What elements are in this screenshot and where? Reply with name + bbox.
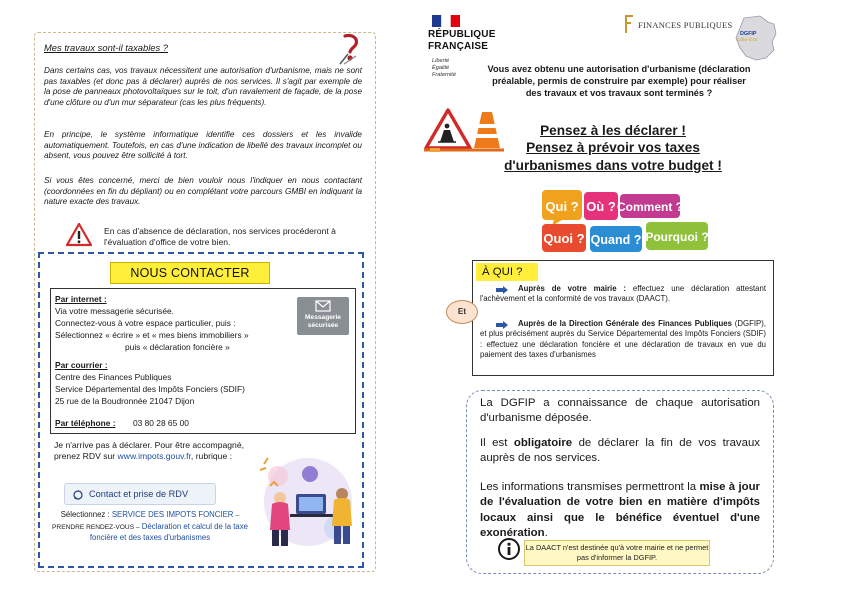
bubble-ou: Où ? (586, 199, 616, 214)
rdv-text (54, 440, 244, 463)
info-icon (498, 538, 520, 560)
question-marker-icon (336, 34, 364, 66)
warning-triangle-icon (66, 222, 92, 248)
bubble-quoi: Quoi ? (543, 231, 585, 246)
a-qui-dgfip-bold: Auprès de la Direction Générale des Finances Publiques (518, 319, 732, 328)
internet-heading: Par internet : (55, 294, 107, 304)
chat-bubble-icon (73, 490, 83, 500)
bubble-qui: Qui ? (545, 199, 579, 214)
envelope-at-icon (315, 299, 331, 313)
phone-number[interactable]: 03 80 28 65 00 (133, 418, 189, 428)
faq-paragraph-2: En principe, le système informatique identifie ces dossiers et les invalide automatiquement. Toutefois, en cas d'une indication de libellé des travaux incomplet ou absent, vous pouvez être sollicité à tort. (44, 130, 362, 161)
dgfip-p2-bold: obligatoire (513, 437, 573, 449)
select-middle: – PRENDRE RENDEZ-VOUS – (52, 512, 240, 531)
rdv-text-a: Je n'arrive pas à déclarer. Pour être accompagné, prenez RDV sur (54, 440, 244, 462)
dgfip-paragraph-1: La DGFIP a connaissance de chaque autorisation d'urbanisme déposée. (480, 397, 760, 425)
rdv-text-b: , rubrique : (190, 451, 233, 462)
a-qui-title-box (476, 263, 538, 281)
internet-line-4: puis « déclaration foncière » (125, 342, 230, 352)
internet-line-2: Connectez-vous à votre espace particulier, puis : (55, 318, 236, 328)
question-bubbles-graphic (540, 188, 712, 256)
faq-heading: Mes travaux sont-il taxables ? (44, 42, 169, 53)
republique-motto: Liberté Égalité Fraternité (432, 58, 456, 78)
faq-section (40, 38, 366, 216)
headline-line-1: Pensez à les déclarer ! (540, 123, 686, 138)
contact-details-box (50, 288, 356, 434)
dgfip-p3-a: Les informations transmises permettront la (480, 481, 700, 493)
select-prefix: Sélectionnez : (60, 510, 110, 519)
finances-publiques-mark-icon (624, 14, 634, 34)
dgfip-sub: Côte-d'Or (737, 38, 758, 43)
headline (480, 122, 746, 174)
a-qui-dgfip-text: (DGFIP), et plus précisément auprès du Service Départemental des Impôts Fonciers (SDIF) : effectuez une déclaration foncière et une déclaration de travaux en vue du paiement des taxes d'urbanismes (480, 319, 766, 360)
secure-messaging-label: Messagerie sécurisée (305, 314, 341, 329)
internet-line-3: Sélectionnez « écrire » et « mes biens immobiliers » (55, 330, 249, 340)
select-service: SERVICE DES IMPOTS FONCIER (111, 510, 234, 519)
warning-text: En cas d'absence de déclaration, nos services procéderont à l'évaluation d'office de votre bien. (104, 226, 336, 247)
et-bubble (446, 300, 478, 324)
daact-note (524, 540, 710, 566)
marianne-flag-icon (432, 15, 460, 27)
dgfip-paragraph-3 (480, 480, 760, 542)
intro-text: Vous avez obtenu une autorisation d'urbanisme (déclaration préalable, permis de construire par exemple) pour réaliser des travaux et vos travaux sont terminés ? (487, 64, 751, 98)
republique-line-1: RÉPUBLIQUE (428, 29, 496, 40)
et-label: Et (457, 307, 467, 316)
a-qui-title: À QUI ? (482, 266, 523, 278)
dgfip-paragraph-2 (480, 436, 760, 467)
impots-link[interactable]: www.impots.gouv.fr (117, 451, 191, 462)
secure-messaging-badge[interactable] (297, 297, 349, 335)
people-meeting-illustration (250, 446, 360, 556)
daact-note-text: La DAACT n'est destinée qu'à votre mairie et ne permet pas d'informer la DGFIP. (525, 543, 709, 563)
faq-paragraph-3: Si vous êtes concerné, merci de bien vouloir nous l'indiquer en nous contactant (coordonnées en fin du dépliant) ou en complétant votre parcours GMBI en indiquant la nature exacte des travaux. (44, 176, 362, 207)
headline-line-2: Pensez à prévoir vos taxes (526, 140, 700, 156)
a-qui-mairie-bold: Auprès de votre mairie : (518, 284, 627, 293)
contact-rdv-label: Contact et prise de RDV (89, 489, 189, 499)
courrier-line-2: Service Départemental des Impôts Fonciers (SDIF) (55, 384, 245, 394)
bubble-quand: Quand ? (590, 233, 642, 247)
contact-rdv-button[interactable] (64, 483, 216, 505)
dgfip-label: DGFIP (740, 31, 757, 37)
contact-title: NOUS CONTACTER (130, 266, 250, 280)
finances-publiques-text: FINANCES PUBLIQUES (638, 21, 733, 30)
select-topic: Déclaration et calcul de la taxe foncière et des taxes d'urbanismes (89, 521, 248, 543)
republique-line-2: FRANÇAISE (428, 41, 489, 52)
faq-paragraph-1: Dans certains cas, vos travaux nécessitent une autorisation d'urbanisme, mais ne sont pas taxables (et donc pas à déclarer) auprès de nos services. Il s'agit par exemple de la pose de panneaux photovoltaïques sur le toit, d'un ravalement de façade, de la pose d'une clôture ou d'un mur séparateur (cas les plus fréquents). (44, 66, 362, 107)
warning-row (66, 222, 356, 252)
dgfip-p3-b: . (544, 527, 548, 540)
a-qui-mairie-text: effectuez une déclaration attestant l'achèvement et la conformité de vos travaux (DAACT). (480, 284, 766, 304)
select-instructions (52, 510, 248, 544)
internet-line-1: Via votre messagerie sécurisée. (55, 306, 175, 316)
a-qui-dgfip (480, 319, 766, 361)
dgfip-p2-b: de déclarer la fin de vos travaux auprès de nos services. (480, 437, 760, 465)
courrier-line-3: 25 rue de la Boudronnée 21047 Dijon (55, 396, 195, 406)
bubble-comment: Comment ? (617, 200, 683, 214)
courrier-heading: Par courrier : (55, 360, 108, 370)
dgfip-p3-bold: mise à jour de l'évaluation de votre bien en matière d'impôts locaux ainsi que le bénéfice éventuel d'une exonération (480, 481, 760, 540)
contact-title-box (110, 262, 270, 284)
headline-line-3: d'urbanismes dans votre budget ! (504, 157, 722, 173)
bubble-pourquoi: Pourquoi ? (645, 230, 709, 244)
dgfip-p2-a: Il est (480, 437, 514, 449)
a-qui-mairie (480, 284, 766, 305)
phone-heading: Par téléphone : (55, 418, 116, 428)
courrier-line-1: Centre des Finances Publiques (55, 372, 172, 382)
